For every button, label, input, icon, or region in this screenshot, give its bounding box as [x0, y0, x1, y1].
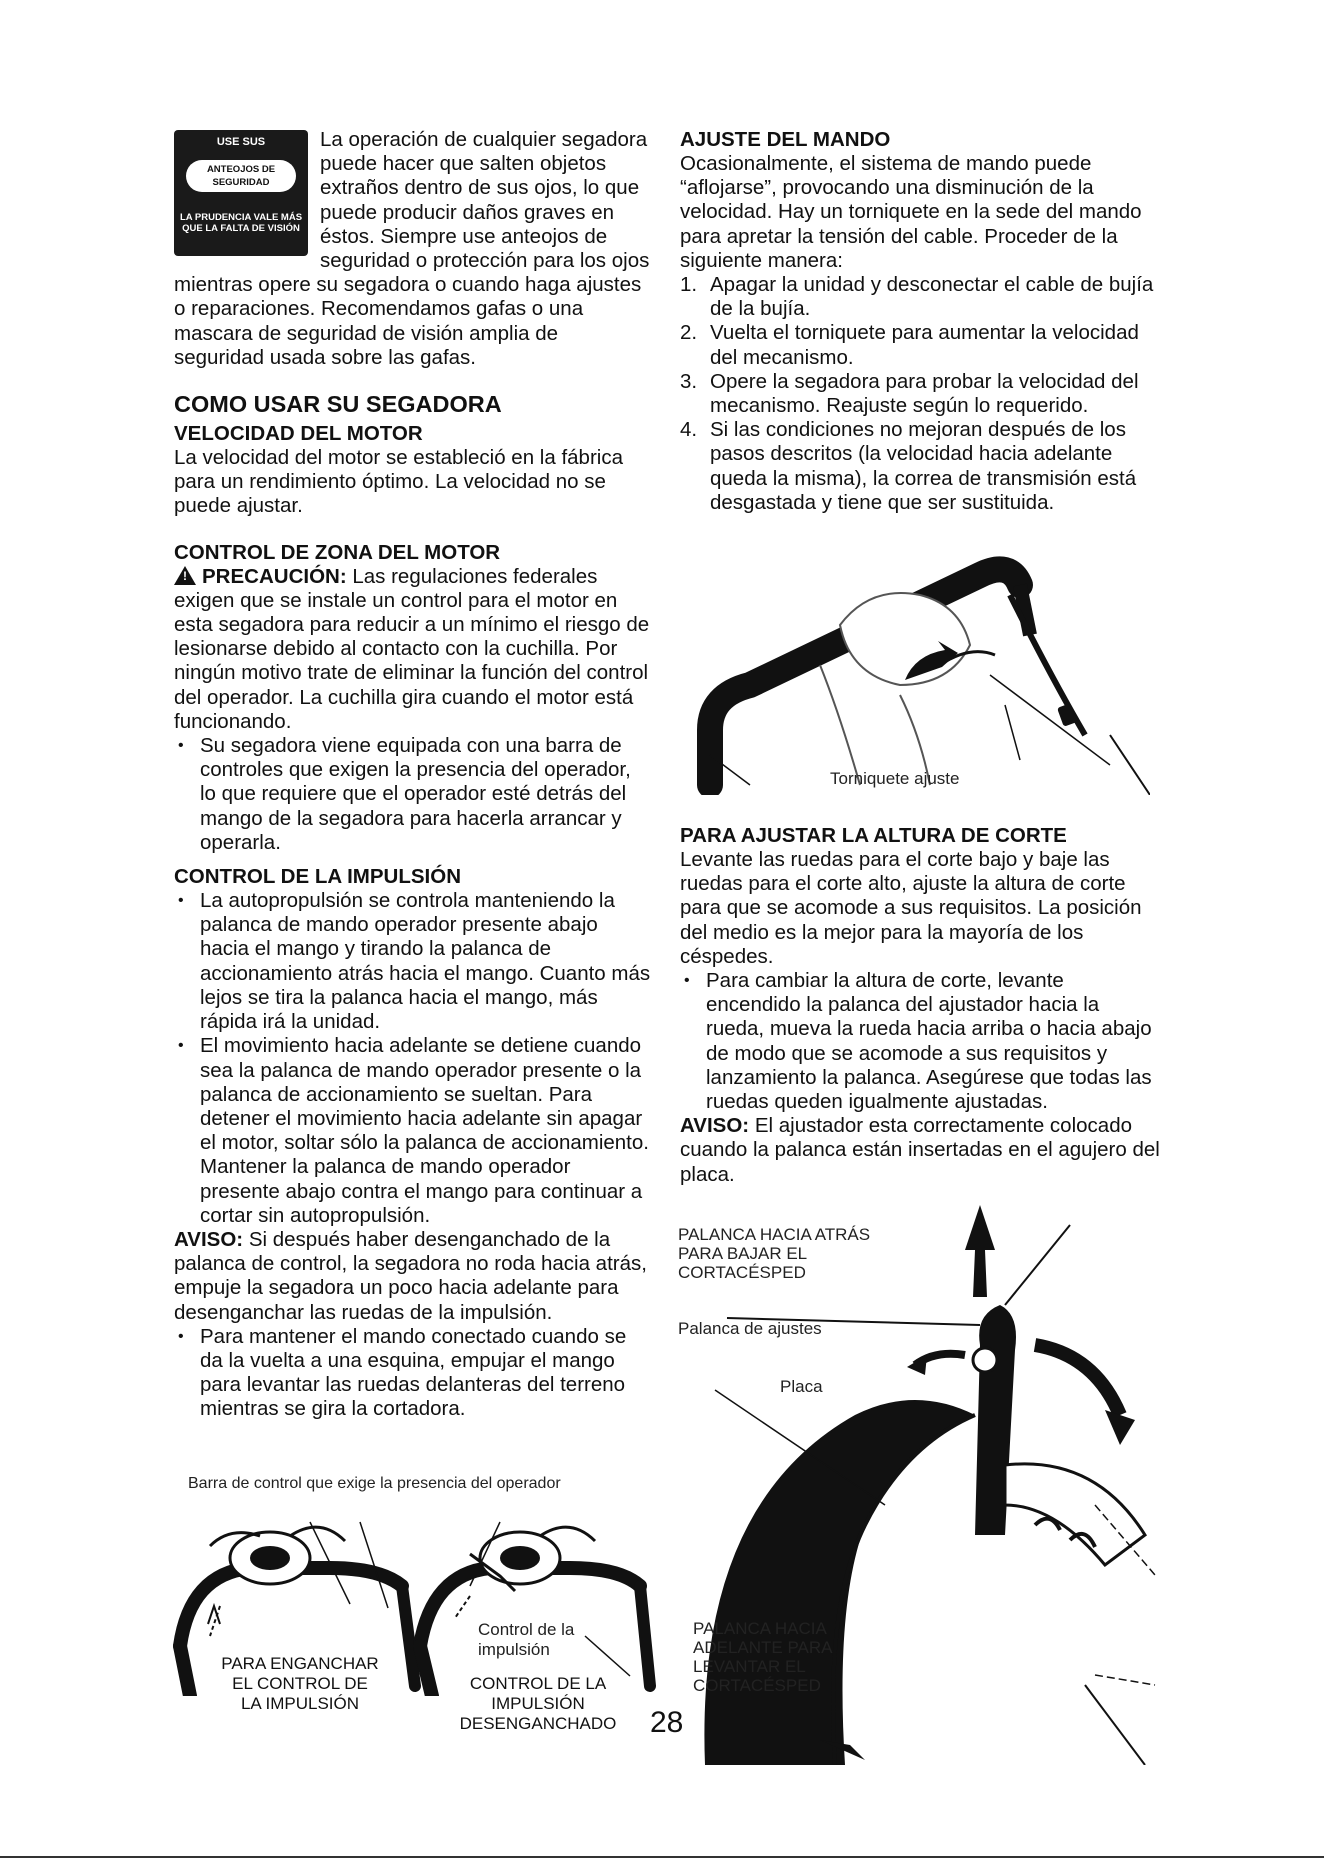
step-number: 3.	[680, 369, 698, 393]
aviso-label: AVISO:	[680, 1114, 750, 1138]
label-back	[678, 1225, 908, 1282]
label-forward-text: PALANCA HACIA ADELANTE PARA LEVANTAR EL CORTACÉSPED	[693, 1619, 832, 1695]
page-number: 28	[650, 1706, 684, 1739]
control-zona-caution	[174, 565, 652, 734]
altura-text: Levante las ruedas para el corte bajo y baje las ruedas para el corte alto, ajuste la altura de corte para que se acomode a sus requisitos. La posición del medio es la mejor para la mayoría de los céspedes.	[680, 848, 1142, 968]
list-item: • La autopropulsión se controla manteniendo la palanca de mando operador presente abajo hacia el mango y tirando la palanca de accionamiento atrás hacia el mango. Cuanto más lejos se tira la palanca hacia el mango, más rápida irá la unidad.	[174, 889, 652, 1034]
label-plate: Placa	[780, 1377, 823, 1396]
list-item: • Su segadora viene equipada con una barra de controles que exigen la presencia del operador, lo que requiere que el operador esté detrás del mango de la segadora para hacerla arrancar y operarla.	[174, 734, 652, 855]
caption-engage: PARA ENGANCHAR EL CONTROL DE LA IMPULSIÓN	[221, 1654, 379, 1713]
list-item: • Para mantener el mando conectado cuando se da la vuelta a una esquina, empujar el mango para levantar las ruedas delanteras del terreno mientras se gira la cortadora.	[174, 1325, 652, 1422]
altura-aviso	[680, 1114, 1162, 1187]
ajuste-mando-text: Ocasionalmente, el sistema de mando puede “aflojarse”, provocando una disminución de la velocidad. Hay un torniquete en la sede del mando para apretar la tensión del cable. Proceder de la siguiente manera:	[680, 152, 1142, 272]
tourniquet-label: Torniquete ajuste	[830, 769, 960, 788]
list-item: • Para cambiar la altura de corte, levante encendido la palanca del ajustador hacia la rueda, mueva la rueda hacia arriba o hacia abajo de modo que se acomode a sus requisitos y lanzamiento la palanca. Asegúrese que todas las ruedas queden igualmente ajustadas.	[680, 969, 1162, 1114]
list-item	[680, 273, 1158, 321]
intro-text: La operación de cualquier segadora puede hacer que salten objetos extraños dentro de sus ojos, lo que puede producir daños graves en éstos. Siempre use anteojos de seguridad o protección para los ojos mientras opere su segadora o cuando haga ajustes o reparaciones. Recomendamos gafas o una mascara de seguridad de visión amplia de seguridad usada sobre las gafas.	[174, 128, 650, 369]
impulsion-heading: CONTROL DE LA IMPULSIÓN	[174, 865, 461, 889]
velocidad-text: La velocidad del motor se estableció en la fábrica para un rendimiento óptimo. La velocidad no se puede ajustar.	[174, 446, 623, 518]
bottom-rule	[0, 1856, 1324, 1858]
list-item	[680, 418, 1158, 515]
altura-heading: PARA AJUSTAR LA ALTURA DE CORTE	[680, 824, 1067, 847]
badge-line3: LA PRUDENCIA VALE MÁS QUE LA FALTA DE VISIÓN	[179, 212, 303, 234]
caution-label: PRECAUCIÓN:	[202, 564, 347, 588]
badge-line2: ANTEOJOS DE SEGURIDAD	[186, 160, 296, 192]
control-zona-bullets	[174, 734, 652, 855]
step-number: 1.	[680, 273, 698, 297]
control-label-text: Control de la impulsión	[478, 1620, 575, 1659]
impulsion-aviso	[174, 1228, 652, 1325]
list-item	[680, 370, 1158, 418]
aviso-label: AVISO:	[174, 1227, 244, 1251]
tourniquet-figure	[690, 555, 1150, 795]
badge-line1: USE SUS	[216, 136, 266, 148]
right-column-lower	[680, 824, 1162, 1187]
figure-caption-top: Barra de control que exige la presencia del operador	[188, 1475, 561, 1492]
caution-text: Las regulaciones federales exigen que se instale un control para el motor en esta segadora para reducir a un mínimo el riesgo de lesionarse debido al contacto con la cuchilla. Por ningún motivo trate de eliminar la función del control del operador. La cuchilla gira cuando el motor está funcionando.	[174, 564, 650, 733]
ajuste-mando-heading: AJUSTE DEL MANDO	[680, 128, 891, 151]
right-column	[680, 128, 1158, 515]
warning-icon: !	[174, 566, 196, 585]
step-text: Vuelta el torniquete para aumentar la velocidad del mecanismo.	[710, 321, 1139, 369]
aviso-text: Si después haber desenganchado de la palanca de control, la segadora no roda hacia atrás, empuje la segadora un poco hacia adelante para desenganchar las ruedas de la impulsión.	[174, 1227, 647, 1324]
height-adjuster-figure	[675, 1205, 1160, 1765]
label-back-text: PALANCA HACIA ATRÁS PARA BAJAR EL CORTACÉSPED	[678, 1225, 871, 1282]
list-item: • El movimiento hacia adelante se detiene cuando sea la palanca de mando operador presente o la palanca de accionamiento se sueltan. Para detener el movimiento hacia adelante sin apagar el motor, soltar sólo la palanca de accionamiento. Mantener la palanca de mando operador presente abajo contra el mango para continuar a cortar sin autopropulsión.	[174, 1034, 652, 1228]
caption-disengage: CONTROL DE LA IMPULSIÓN DESENGANCHADO	[459, 1674, 617, 1733]
step-text: Apagar la unidad y desconectar el cable de bujía de la bujía.	[710, 273, 1154, 321]
operator-control-figure	[170, 1470, 660, 1760]
altura-bullets	[680, 969, 1162, 1114]
step-text: Si las condiciones no mejoran después de los pasos descritos (la velocidad hacia adelante queda la misma), la correa de transmisión está desgastada y tiene que ser sustituida.	[710, 418, 1137, 514]
impulsion-bullets-2	[174, 1325, 652, 1422]
control-label	[478, 1620, 578, 1660]
step-number: 4.	[680, 418, 698, 442]
aviso-text: El ajustador esta correctamente colocado cuando la palanca están insertadas en el agujero del placa.	[680, 1114, 1160, 1186]
control-zona-heading: CONTROL DE ZONA DEL MOTOR	[174, 540, 501, 564]
label-lever: Palanca de ajustes	[678, 1319, 822, 1338]
impulsion-bullets	[174, 889, 652, 1228]
list-item	[680, 321, 1158, 369]
label-forward	[693, 1619, 893, 1695]
step-number: 2.	[680, 321, 698, 345]
safety-glasses-badge	[174, 130, 308, 256]
left-column	[174, 128, 652, 1422]
tourniquet-illustration	[690, 555, 1150, 795]
velocidad-heading: VELOCIDAD DEL MOTOR	[174, 422, 423, 446]
step-text: Opere la segadora para probar la velocidad del mecanismo. Reajuste según lo requerido.	[710, 369, 1139, 418]
main-heading: COMO USAR SU SEGADORA	[174, 391, 502, 418]
ajuste-mando-steps	[680, 273, 1158, 515]
